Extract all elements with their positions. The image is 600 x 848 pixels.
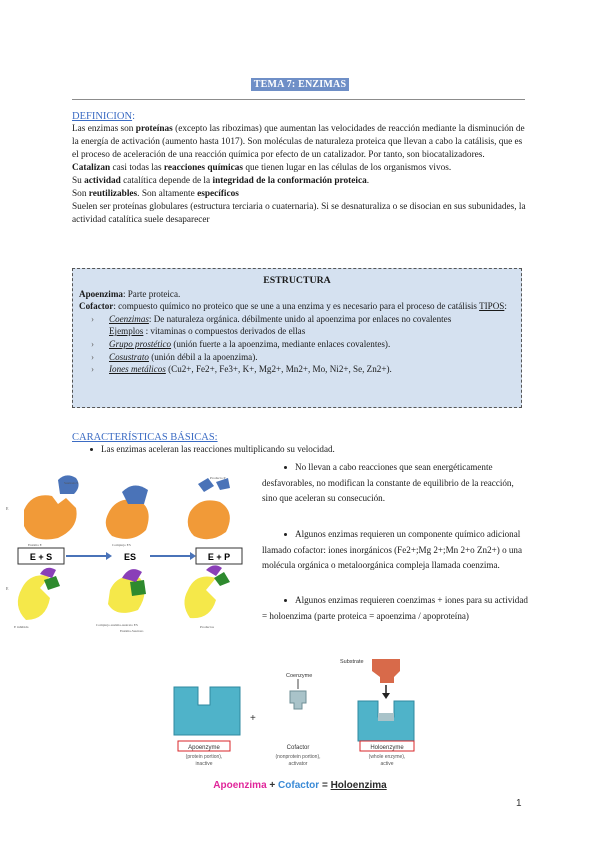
tipos-list: [79, 313, 515, 376]
diagram-label: Sustrato S: [64, 481, 79, 485]
holoenzyme-sub: (whole enzyme),: [368, 754, 406, 760]
estructura-box: [72, 268, 522, 408]
holoenzyme-sub2: active: [380, 761, 394, 767]
substrate-shape: [372, 659, 400, 683]
bullet-icon: [90, 448, 93, 451]
bullet-2: No llevan a cabo reacciones que sean energéticamente desfavorables, no modifican la constante de equilibrio de la reacción, sino que aceleran su consecución.: [262, 462, 514, 503]
apoenzima-line: Apoenzima: Parte proteica.: [79, 288, 181, 299]
enzyme-shape: [106, 499, 149, 539]
diagram-label: Complejo enzima-sustrato ES: [96, 623, 138, 627]
bullet-icon: [284, 466, 287, 469]
apoenzyme-sub: (protein portion),: [185, 754, 223, 760]
definicion-heading: DEFINICION:: [72, 111, 135, 122]
diagram-caption: Apoenzima + Cofactor = Holoenzima: [213, 780, 387, 791]
arrow-head: [106, 552, 112, 560]
list-item: › Iones metálicos (Cu2+, Fe2+, Fe3+, K+, Mg2+, Mn2+, Mo, Ni2+, Se, Zn2+).: [109, 363, 515, 376]
diagram-label: E: [6, 506, 9, 511]
enzyme-shape: [24, 495, 77, 539]
apoenzyme-title: Apoenzyme: [188, 745, 220, 751]
bullet-icon: [284, 533, 287, 536]
def-p1: Las enzimas son proteínas (excepto las ribozimas) que aumentan las velocidades de reacción mediante la disminución de la energía de activación (aumento hasta 1017). Son moléculas de naturaleza proteica que llevan a cabo la catálisis, que es el proceso de aceleración de una reacción química por efecto de un catalizador. Por tanto, son biocatalizadores.: [72, 124, 525, 160]
estructura-heading: ESTRUCTURA: [263, 275, 331, 286]
eq-right: E + P: [207, 552, 231, 562]
enzyme-shape: [188, 500, 230, 539]
holoenzyme-title: Holoenzyme: [370, 745, 404, 751]
substrate-shape: [206, 565, 222, 576]
list-item: › Cosustrato (unión débil a la apoenzima).: [109, 351, 515, 364]
def-p2: Catalizan casi todas las reacciones químicas que tienen lugar en las células de los organismos vivos.: [72, 163, 452, 173]
def-p3: Su actividad catalítica depende de la integridad de la conformación proteica.: [72, 176, 370, 186]
cofactor-title: Cofactor: [286, 745, 310, 751]
coenzyme-shape: [290, 691, 306, 709]
cofactor-sub2: activator: [288, 761, 308, 767]
def-p4: Son reutilizables. Son altamente específicos: [72, 189, 239, 199]
list-item: › Coenzimas: De naturaleza orgánica. débilmente unido al apoenzima por enlaces no covalentes Ejemplos : vitaminas o compuestos derivados de ellas: [109, 313, 515, 338]
coenzyme-label: Coenzyme: [286, 673, 313, 679]
definicion-body: [72, 123, 527, 227]
product-shape: [198, 478, 230, 492]
eq-left: E + S: [29, 552, 53, 562]
diagram-label: Complejo ES: [112, 543, 131, 547]
caracteristicas-heading: CARACTERÍSTICAS BÁSICAS:: [72, 432, 218, 443]
diagram-label: Enzima-Sustrato: [120, 629, 144, 633]
bullet-3: Algunos enzimas requieren un componente químico adicional llamado cofactor: iones inorgánicos (Fe2+;Mg 2+;Mn 2+o Zn2+) o una molécula orgánica o metaloorgánica compleja llamada coenzima.: [262, 529, 523, 570]
apoenzyme-shape: [174, 687, 240, 735]
diagram-label: Enzima E: [28, 543, 42, 547]
page-number: 1: [516, 798, 522, 809]
cofactor-line: Cofactor: compuesto químico no proteico que se une a una enzima y es necesario para el proceso de catálisis TIPOS:: [79, 301, 507, 312]
enzyme-shape: [184, 577, 216, 619]
divider: [72, 99, 525, 100]
enzyme-substrate-diagram: [0, 470, 255, 640]
bound-coenzyme-icon: [378, 713, 394, 721]
bullet-icon: [284, 599, 287, 602]
diagram-label: Productos: [200, 625, 214, 629]
diagram-label: E: [6, 586, 9, 591]
holoenzyme-diagram: [160, 655, 440, 795]
plus-sign: +: [250, 713, 256, 724]
diagram-label: E inhibida: [14, 625, 29, 629]
cofactor-sub: (nonprotein portion),: [275, 754, 321, 760]
def-p5: Suelen ser proteínas globulares (estructura terciaria o cuaternaria). Si se desnaturaliza o se disocian en sus subunidades, la actividad catalítica suele desaparecer: [72, 202, 526, 225]
arrow-head: [382, 693, 390, 699]
list-item: › Grupo prostético (unión fuerte a la apoenzima, mediante enlaces covalentes).: [109, 338, 515, 351]
holoenzyme-svg: [160, 655, 440, 795]
diagram-label: Producto P: [210, 476, 226, 480]
coenzyme-shape: [130, 580, 146, 596]
page-title: TEMA 7: ENZIMAS: [0, 74, 600, 92]
arrow-head: [190, 552, 196, 560]
bullet-1: Las enzimas aceleran las reacciones multiplicando su velocidad.: [90, 442, 530, 458]
substrate-label: Substrate: [340, 659, 364, 665]
enzyme-diagram-svg: [0, 470, 255, 640]
bullet-4: Algunos enzimas requieren coenzimas + iones para su actividad = holoenzima (parte proteica = apoenzima / apoproteína): [262, 595, 528, 621]
eq-mid: ES: [123, 552, 137, 562]
apoenzyme-sub2: inactive: [195, 761, 213, 767]
